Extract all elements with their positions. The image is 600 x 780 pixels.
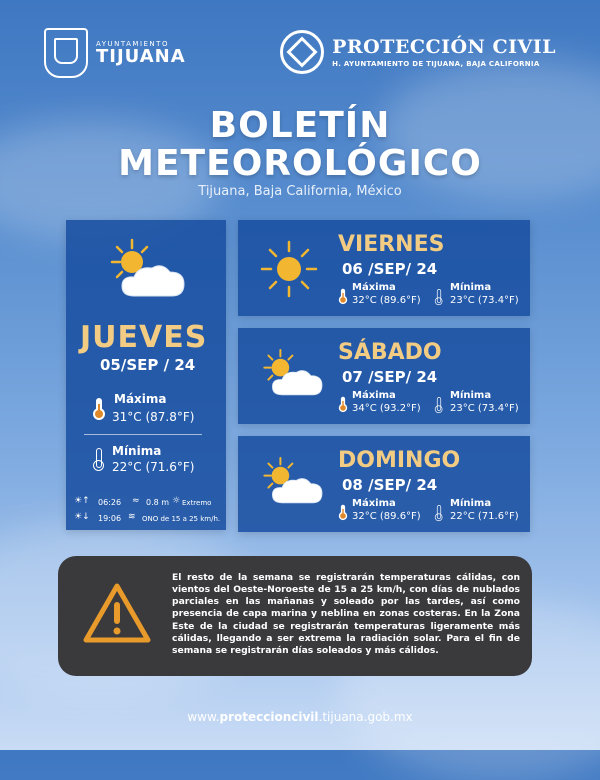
ayuntamiento-label: AYUNTAMIENTO: [96, 39, 169, 48]
thermometer-cold-icon: [437, 289, 441, 303]
forecast-max-value: 32°C (89.6°F): [352, 511, 421, 522]
title-line-1: BOLETÍN: [209, 105, 391, 146]
forecast-min-label: Mínima: [450, 390, 492, 401]
today-panel: [66, 220, 226, 530]
tijuana-logo: [44, 28, 186, 78]
warning-icon: [82, 582, 152, 644]
wave-height: 0.8 m: [146, 498, 170, 507]
sunrise-time: 06:26: [98, 498, 122, 507]
partly-cloudy-icon: [258, 452, 330, 512]
thermometer-hot-icon: [341, 289, 345, 302]
today-max-label: Máxima: [114, 392, 167, 406]
wind-icon: ≋: [128, 512, 136, 522]
forecast-day: VIERNES: [338, 232, 445, 257]
waves-icon: ≈: [132, 496, 140, 506]
forecast-date: 06 /SEP/ 24: [342, 260, 438, 278]
footer-url[interactable]: [0, 710, 600, 724]
divider: [84, 434, 202, 435]
today-min-value: 22°C (71.6°F): [112, 460, 195, 474]
proteccion-civil-logo: [280, 30, 556, 74]
coat-of-arms-icon: [44, 28, 88, 78]
sunset-icon: ☀↓: [74, 512, 90, 522]
forecast-date: 08 /SEP/ 24: [342, 476, 438, 494]
today-day: JUEVES: [80, 320, 208, 355]
alert-text: El resto de la semana se registrarán temperaturas cálidas, con vientos del Oeste-Noroeste de 15 a 25 km/h, con días de nublados parciales en las mañanas y soleado por las tardes, así como presencia de capa marina y neblina en zonas costeras. En la Zona Este de la ciudad se registrarán temperaturas ligeramente más cálidas, llegando a ser extrema la radiación solar. Para el fin de semana se registrarán días soleados y más cálidos.: [172, 572, 520, 656]
partly-cloudy-icon: [258, 344, 330, 404]
forecast-max-label: Máxima: [352, 498, 396, 509]
civil-protection-emblem-icon: [280, 30, 324, 74]
forecast-max-value: 34°C (93.2°F): [352, 403, 421, 414]
proteccion-civil-title: PROTECCIÓN CIVIL: [332, 36, 556, 58]
thermometer-cold-icon: [96, 448, 102, 468]
sunset-time: 19:06: [98, 514, 122, 523]
uv-icon: ☼: [172, 496, 181, 506]
forecast-panel-viernes: [238, 220, 530, 316]
forecast-date: 07 /SEP/ 24: [342, 368, 438, 386]
today-min-label: Mínima: [112, 444, 162, 458]
tijuana-label: TIJUANA: [96, 45, 186, 67]
forecast-min-label: Mínima: [450, 282, 492, 293]
footer-url-suffix: .tijuana.gob.mx: [318, 710, 413, 724]
forecast-panel-sabado: [238, 328, 530, 424]
footer-url-bold: proteccioncivil: [219, 710, 319, 724]
forecast-min-value: 22°C (71.6°F): [450, 511, 519, 522]
today-date: 05/SEP / 24: [100, 356, 196, 374]
location-subtitle: Tijuana, Baja California, México: [198, 184, 402, 199]
wind-info: ONO de 15 a 25 km/h.: [142, 515, 221, 523]
forecast-day: DOMINGO: [338, 448, 461, 473]
forecast-min-value: 23°C (73.4°F): [450, 295, 519, 306]
thermometer-hot-icon: [341, 505, 345, 518]
today-max-value: 31°C (87.8°F): [112, 410, 195, 424]
forecast-max-label: Máxima: [352, 390, 396, 401]
forecast-max-label: Máxima: [352, 282, 396, 293]
sunrise-icon: ☀↑: [74, 496, 90, 506]
thermometer-cold-icon: [437, 505, 441, 519]
forecast-day: SÁBADO: [338, 340, 442, 365]
forecast-max-value: 32°C (89.6°F): [352, 295, 421, 306]
alert-box: [58, 556, 532, 676]
thermometer-cold-icon: [437, 397, 441, 411]
partly-cloudy-icon: [104, 238, 194, 302]
forecast-min-value: 23°C (73.4°F): [450, 403, 519, 414]
thermometer-hot-icon: [341, 397, 345, 410]
thermometer-hot-icon: [96, 398, 102, 416]
sun-icon: [260, 240, 318, 298]
proteccion-civil-subtitle: H. AYUNTAMIENTO DE TIJUANA, BAJA CALIFORNIA: [332, 60, 540, 68]
forecast-panel-domingo: [238, 436, 530, 532]
footer-url-prefix: www.: [187, 710, 220, 724]
uv-level: Extremo: [182, 499, 212, 507]
forecast-min-label: Mínima: [450, 498, 492, 509]
title-line-2: METEOROLÓGICO: [118, 143, 482, 184]
